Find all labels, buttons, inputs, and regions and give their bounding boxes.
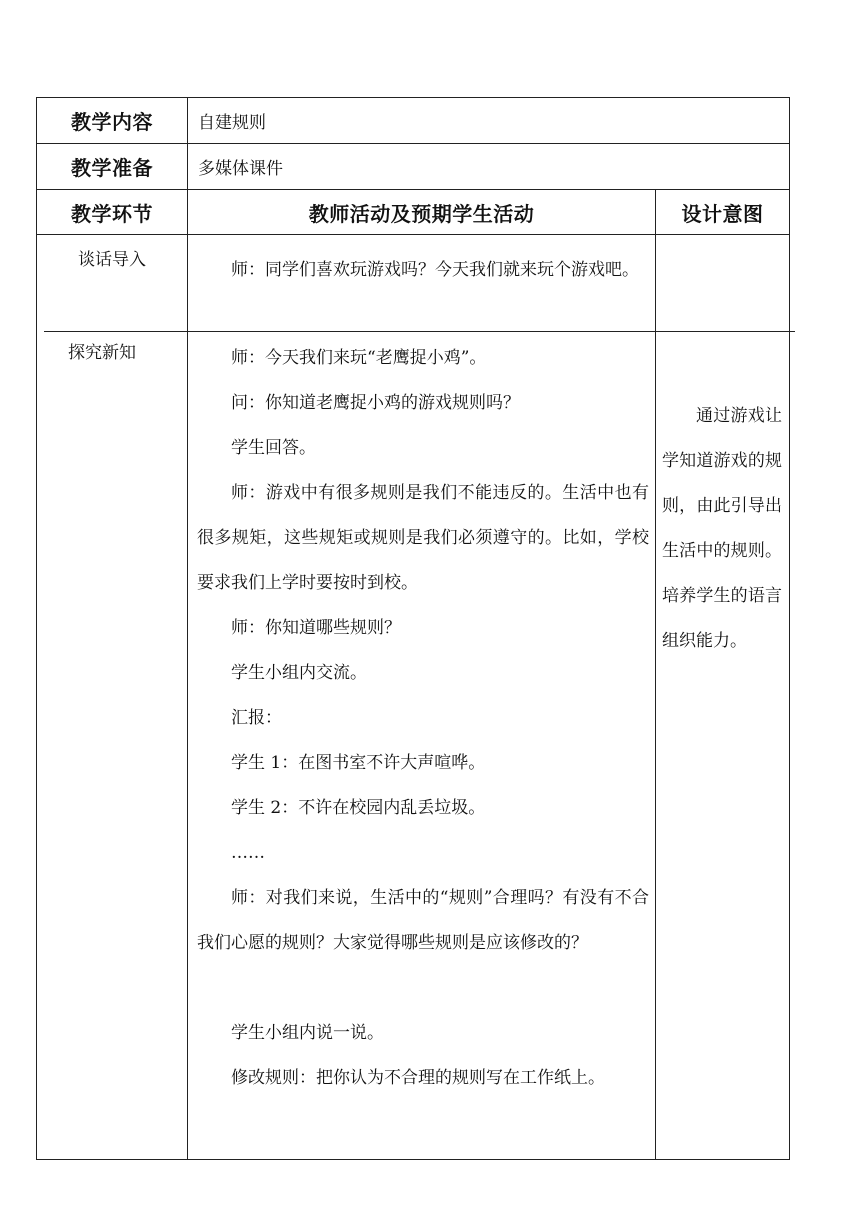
stage-label-explore: 探究新知 bbox=[68, 343, 136, 363]
table-border-bottom bbox=[36, 1159, 790, 1160]
table-line-row4 bbox=[44, 331, 795, 332]
explore-design-intent: 通过游戏让学知道游戏的规则，由此引导出生活中的规则。培养学生的语言组织能力。 bbox=[662, 406, 782, 651]
explore-paragraph: 师：游戏中有很多规则是我们不能违反的。生活中也有很多规矩，这些规矩或规则是我们必须遵守的。比如，学校要求我们上学时要按时到校。 bbox=[197, 483, 649, 593]
explore-paragraph: 学生小组内说一说。 bbox=[231, 1023, 384, 1043]
stage-header: 教学环节 bbox=[71, 201, 153, 226]
stage-label-intro: 谈话导入 bbox=[78, 250, 146, 270]
explore-paragraph: 师：今天我们来玩“老鹰捉小鸡”。 bbox=[231, 348, 487, 368]
explore-paragraph: 汇报： bbox=[231, 708, 282, 728]
prep-value: 多媒体课件 bbox=[198, 159, 283, 179]
explore-paragraph: 修改规则：把你认为不合理的规则写在工作纸上。 bbox=[231, 1068, 605, 1088]
explore-paragraph: 学生小组内交流。 bbox=[231, 663, 367, 683]
content-value: 自建规则 bbox=[198, 113, 266, 133]
table-line-row3 bbox=[36, 234, 790, 235]
intro-paragraph: 师：同学们喜欢玩游戏吗？今天我们就来玩个游戏吧。 bbox=[231, 260, 639, 280]
activity-header: 教师活动及预期学生活动 bbox=[308, 201, 535, 226]
explore-paragraph: 学生回答。 bbox=[231, 438, 316, 458]
explore-paragraph: 师：你知道哪些规则？ bbox=[231, 618, 401, 638]
explore-paragraph: 学生 1：在图书室不许大声喧哗。 bbox=[231, 753, 486, 773]
table-col-divider-2 bbox=[655, 189, 656, 1160]
explore-paragraph: 学生 2：不许在校园内乱丢垃圾。 bbox=[231, 798, 486, 818]
explore-paragraph: 问：你知道老鹰捉小鸡的游戏规则吗？ bbox=[231, 393, 520, 413]
intent-header: 设计意图 bbox=[681, 201, 764, 226]
prep-label: 教学准备 bbox=[71, 156, 153, 180]
table-col-divider-1 bbox=[187, 97, 188, 1160]
content-label: 教学内容 bbox=[71, 110, 153, 134]
explore-paragraph: 师：对我们来说，生活中的“规则”合理吗？有没有不合我们心愿的规则？大家觉得哪些规则是应该修改的？ bbox=[197, 888, 649, 953]
table-border-right bbox=[789, 97, 790, 1160]
explore-ellipsis: …… bbox=[231, 843, 265, 863]
